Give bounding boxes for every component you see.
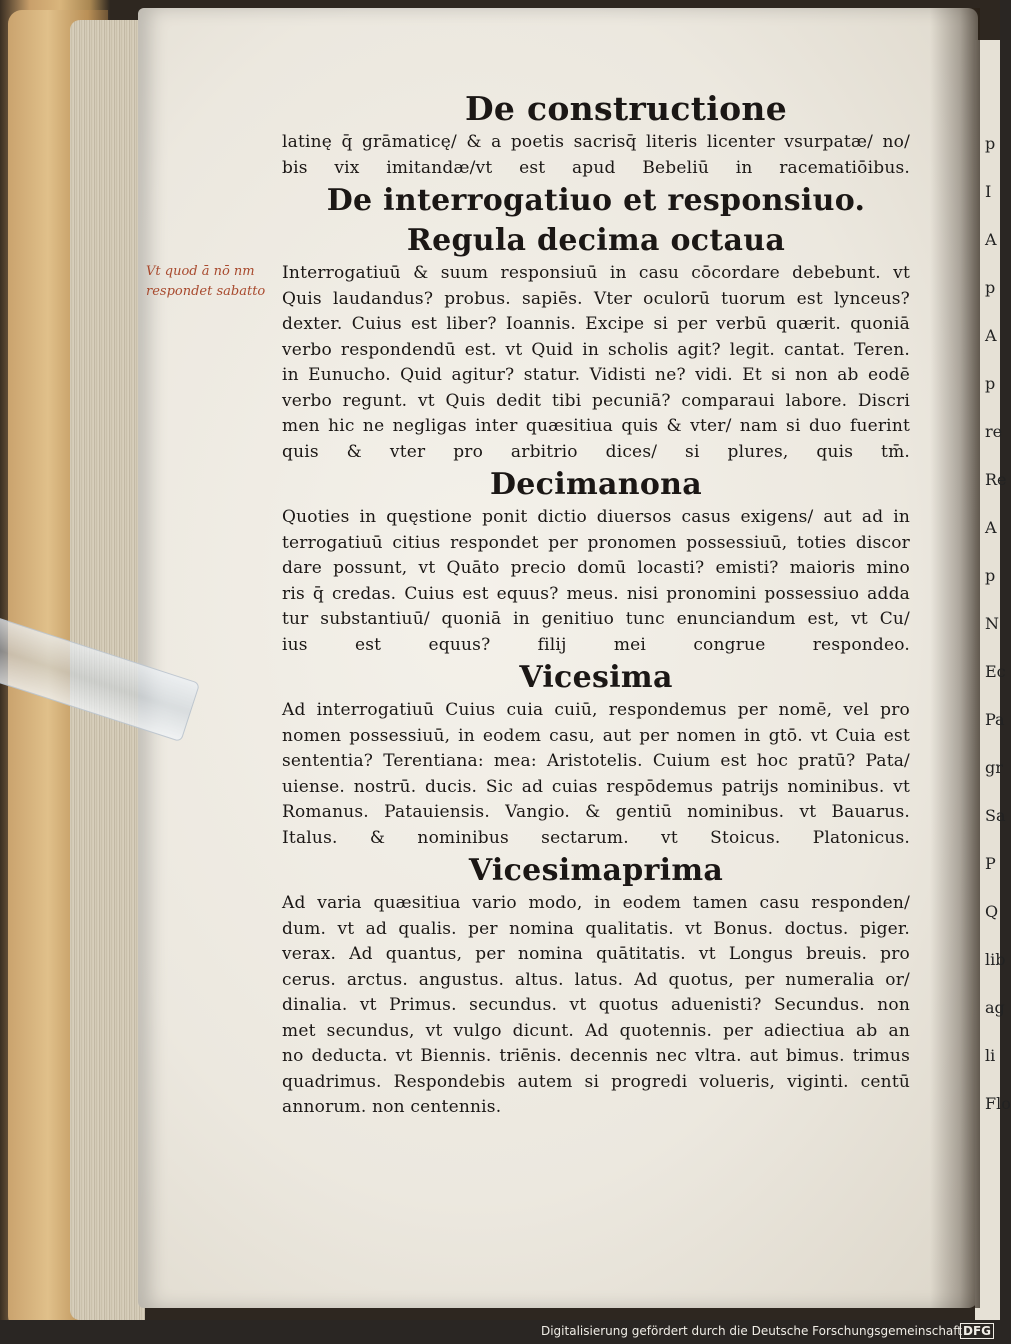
page-title: De constructione [464,89,788,128]
page-gutter-shadow [930,8,980,1308]
text-line: Ad interrogatiuū Cuius cuia cuiū, respondemus per nomē, vel pro [282,700,910,720]
rule-19-paragraph [282,505,910,658]
dfg-logo: DFG [960,1323,994,1339]
text-line: latinę q̄ grāmaticę/ & a poetis sacrisq̄ literis licenter vsurpatæ/ no/ [282,132,910,152]
text-line: tur substantiuū/ quoniā in genitiuo tunc enunciandum est, vt Cu/ [282,609,910,629]
text-line: ris q̄ credas. Cuius est equus? meus. nisi pronomini possessiuo adda [282,583,910,604]
text-line: sententia? Terentiana: mea: Aristotelis. Cuium est hoc pratū? Pata/ [282,751,910,771]
facing-page-fragment: N [985,614,999,633]
rule-heading-20: Vicesima [519,660,673,695]
rule-21-paragraph [282,891,910,1121]
facing-page-fragment: li [985,1046,996,1065]
margin-note-line: Vt quod ā nō nm [146,264,255,279]
rule-20-paragraph [282,698,910,851]
rule-heading-21: Vicesimaprima [468,853,724,888]
text-line: Interrogatiuū & suum responsiuū in casu cōcordare debebunt. vt [282,263,910,283]
facing-page-text [985,120,1011,1113]
text-line: verbo respondendū est. vt Quid in scholis agit? legit. cantat. Teren. [282,339,910,360]
text-line: nomen possessiuū, in eodem casu, aut per nomen in gtō. vt Cuia est [282,725,910,746]
rule-heading-19: Decimanona [489,467,703,502]
facing-page-fragment: p [985,278,996,297]
text-line: no deducta. vt Biennis. triēnis. decennis nec vltra. aut bimus. trimus [282,1046,910,1066]
facing-page-fragment: p [985,374,996,393]
text-line: met secundus, vt vulgo dicunt. Ad quotennis. per adiectiua ab an [282,1020,910,1041]
facing-page-fragment: A [985,230,997,249]
text-line: verbo regunt. vt Quis dedit tibi pecuniā? comparaui labore. Discri [282,390,910,411]
facing-page-fragment: p [985,566,996,585]
facing-page-fragment: A [985,518,997,537]
handwritten-margin-note [146,262,286,302]
text-line: Ad varia quæsitiua vario modo, in eodem tamen casu responden/ [282,893,910,913]
text-line: Romanus. Patauiensis. Vangio. & gentiū nominibus. vt Bauarus. [282,802,910,822]
text-line: cerus. arctus. angustus. altus. latus. Ad quotus, per numeralia or/ [282,969,910,990]
text-line: bis vix imitandæ/vt est apud Bebeliū in racematiōibus. [282,157,910,178]
text-line: uiense. nostrū. ducis. Sic ad cuias respōdemus patrijs nominibus. vt [282,776,910,797]
rule-heading-18: Regula decima octaua [406,223,786,258]
text-line: quis & vter pro arbitrio dices/ si plures, quis tm̄. [282,441,910,462]
text-line: Quis laudandus? probus. sapiēs. Vter oculorū tuorum est lynceus? [282,288,910,309]
text-line: men hic ne negligas inter quæsitiua quis & vter/ nam si duo fuerint [282,416,910,436]
text-line: verax. Ad quantus, per nomina quātitatis. vt Longus breuis. pro [282,944,910,964]
text-line: annorum. non centennis. [282,1097,502,1117]
facing-page-fragment: P [985,854,996,873]
text-line: dare possunt, vt Quāto precio domū locasti? emisti? maioris mino [282,558,910,578]
facing-page-fragment: Ec [985,662,1006,681]
intro-paragraph [282,130,910,181]
facing-page-fragment: lib [985,950,1006,969]
funding-credit: Digitalisierung gefördert durch die Deutsche Forschungsgemeinschaft [540,1324,962,1338]
facing-page-fragment: p [985,134,996,153]
facing-page-fragment: I [985,182,992,201]
text-line: dexter. Cuius est liber? Ioannis. Excipe si per verbū quærit. quoniā [282,314,910,334]
facing-page-fragment: gr [985,758,1003,777]
rule-18-paragraph [282,261,910,465]
text-line: ius est equus? filij mei congrue respondeo. [282,634,910,655]
text-line: dinalia. vt Primus. secundus. vt quotus aduenisti? Secundus. non [282,995,910,1015]
text-line: quadrimus. Respondebis autem si progredi volueris, viginti. centū [282,1071,910,1092]
text-line: in Eunucho. Quid agitur? statur. Vidisti ne? vidi. Et si non ab eodē [282,365,910,385]
facing-page-fragment: Flo [985,1094,1011,1113]
facing-page-fragment: ag [985,998,1005,1017]
text-line: Italus. & nominibus sectarum. vt Stoicus. Platonicus. [282,827,910,848]
facing-page-fragment: Pa [985,710,1005,729]
facing-page-fragment: re [985,422,1003,441]
text-line: dum. vt ad qualis. per nomina qualitatis. vt Bonus. doctus. piger. [282,918,910,939]
facing-page-fragment: Re [985,470,1007,489]
section-heading: De interrogatiuo et responsiuo. [326,183,866,218]
facing-page-fragment: A [985,326,997,345]
text-line: terrogatiuū citius respondet per pronomen possessiuū, toties discor [282,532,910,553]
facing-page-fragment: Sa [985,806,1006,825]
facing-page-fragment: Q [985,902,999,921]
text-line: Quoties in quęstione ponit dictio diuersos casus exigens/ aut ad in [282,507,910,527]
margin-note-line: respondet sabatto [146,284,266,299]
printed-text-block [282,88,910,1121]
